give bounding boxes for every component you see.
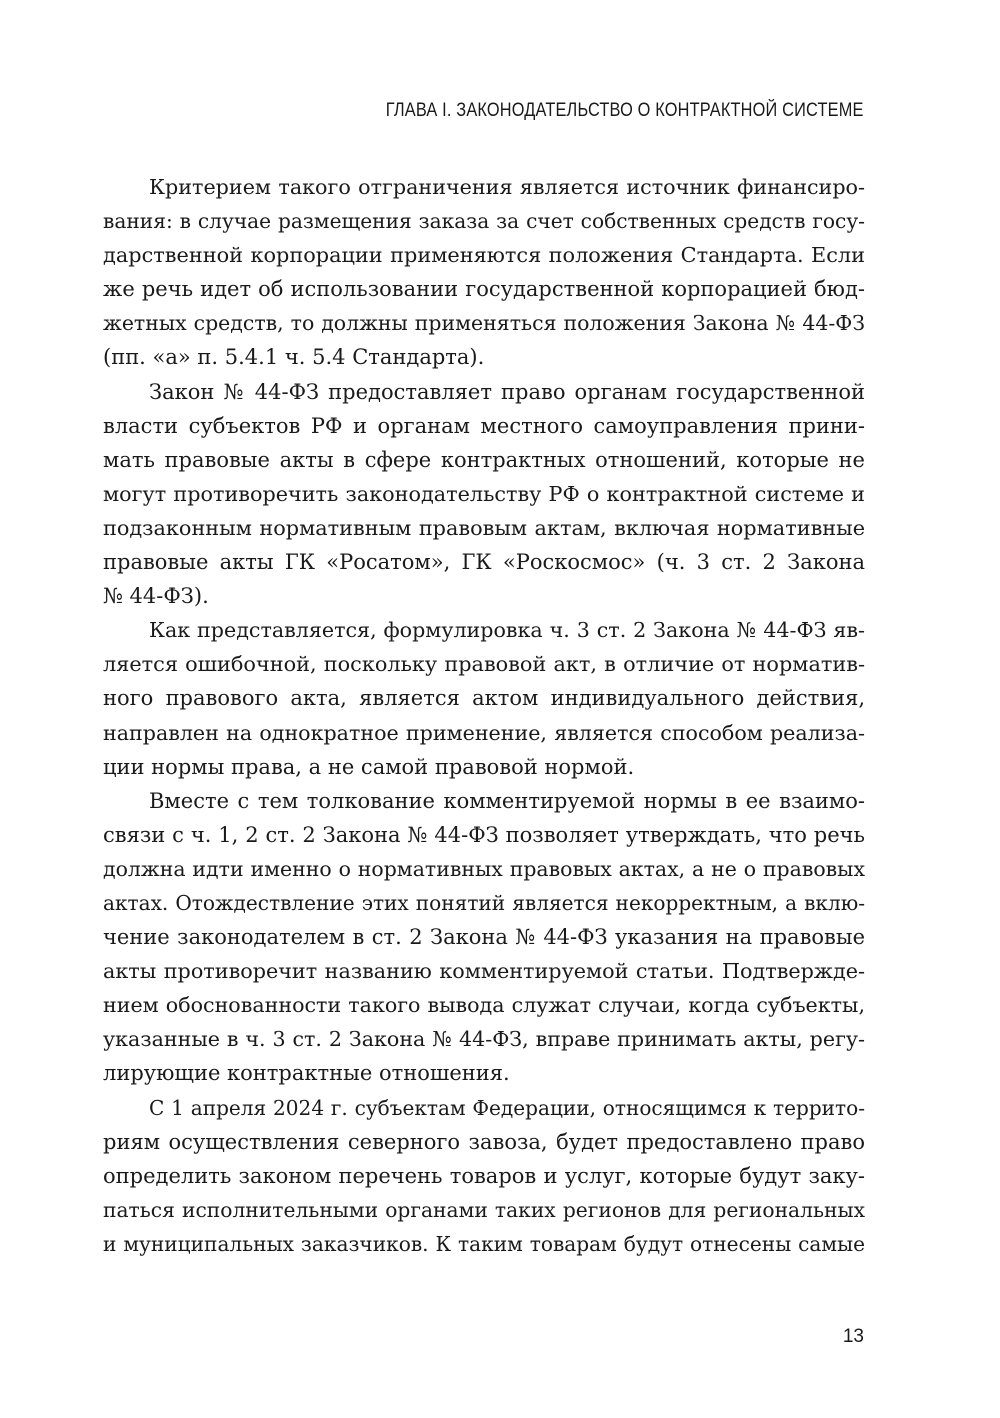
text-line: власти субъектов РФ и органам местного самоуправления прини- (103, 413, 865, 438)
text-line: подзаконным нормативным правовым актам, включая нормативные (103, 515, 865, 540)
text-line: Как представляется, формулировка ч. 3 ст. 2 Закона № 44-ФЗ яв- (149, 618, 865, 643)
text-line: нием обоснованности такого вывода служат случаи, когда субъекты, (103, 993, 865, 1018)
text-line: Закон № 44-ФЗ предоставляет право органам государственной (149, 379, 865, 404)
text-line: правовые акты ГК «Росатом», ГК «Роскосмос» (ч. 3 ст. 2 Закона (103, 550, 865, 575)
page-number: 13 (842, 1326, 864, 1347)
text-line: дарственной корпорации применяются положения Стандарта. Если (103, 243, 865, 268)
paragraph (103, 1091, 865, 1261)
text-line: связи с ч. 1, 2 ст. 2 Закона № 44-ФЗ позволяет утверждать, что речь (103, 822, 865, 847)
text-line: Критерием такого отграничения является источник финансиро- (149, 175, 865, 199)
text-line: лирующие контрактные отношения. (103, 1061, 510, 1086)
text-line: № 44-ФЗ). (103, 584, 209, 609)
text-line: жетных средств, то должны применяться положения Закона № 44-ФЗ (103, 311, 865, 336)
text-line: Вместе с тем толкование комментируемой нормы в ее взаимо- (149, 788, 865, 813)
text-line: актах. Отождествление этих понятий является некорректным, а вклю- (103, 890, 865, 915)
text-line: направлен на однократное применение, является способом реализа- (103, 720, 865, 745)
text-line: паться исполнительными органами таких регионов для региональных (103, 1197, 865, 1222)
text-line: указанные в ч. 3 ст. 2 Закона № 44-ФЗ, вправе принимать акты, регу- (103, 1027, 865, 1052)
text-line: должна идти именно о нормативных правовых актах, а не о правовых (103, 856, 865, 881)
paragraph (103, 784, 865, 1091)
text-line: ляется ошибочной, поскольку правовой акт, в отличие от норматив- (103, 652, 865, 677)
text-line: же речь идет об использовании государственной корпорацией бюд- (103, 277, 865, 302)
body-text (103, 170, 865, 1261)
paragraph (103, 170, 865, 375)
text-line: ного правового акта, является актом индивидуального действия, (103, 686, 865, 711)
paragraph (103, 613, 865, 783)
paragraph (103, 375, 865, 614)
text-line: и муниципальных заказчиков. К таким товарам будут отнесены самые (103, 1231, 865, 1256)
text-line: риям осуществления северного завоза, будет предоставлено право (103, 1129, 865, 1154)
text-line: могут противоречить законодательству РФ о контрактной системе и (103, 481, 865, 506)
text-line: ции нормы права, а не самой правовой нормой. (103, 754, 635, 779)
text-line: чение законодателем в ст. 2 Закона № 44-ФЗ указания на правовые (103, 925, 865, 950)
text-line: (пп. «а» п. 5.4.1 ч. 5.4 Стандарта). (103, 345, 485, 370)
text-line: мать правовые акты в сфере контрактных отношений, которые не (103, 447, 865, 472)
text-line: акты противоречит названию комментируемой статьи. Подтвержде- (103, 959, 865, 984)
running-header: ГЛАВА I. ЗАКОНОДАТЕЛЬСТВО О КОНТРАКТНОЙ СИСТЕМЕ (386, 100, 864, 121)
text-line: вания: в случае размещения заказа за счет собственных средств госу- (103, 209, 865, 234)
text-line: С 1 апреля 2024 г. субъектам Федерации, относящимся к террито- (149, 1095, 865, 1120)
text-line: определить законом перечень товаров и услуг, которые будут заку- (103, 1163, 865, 1188)
